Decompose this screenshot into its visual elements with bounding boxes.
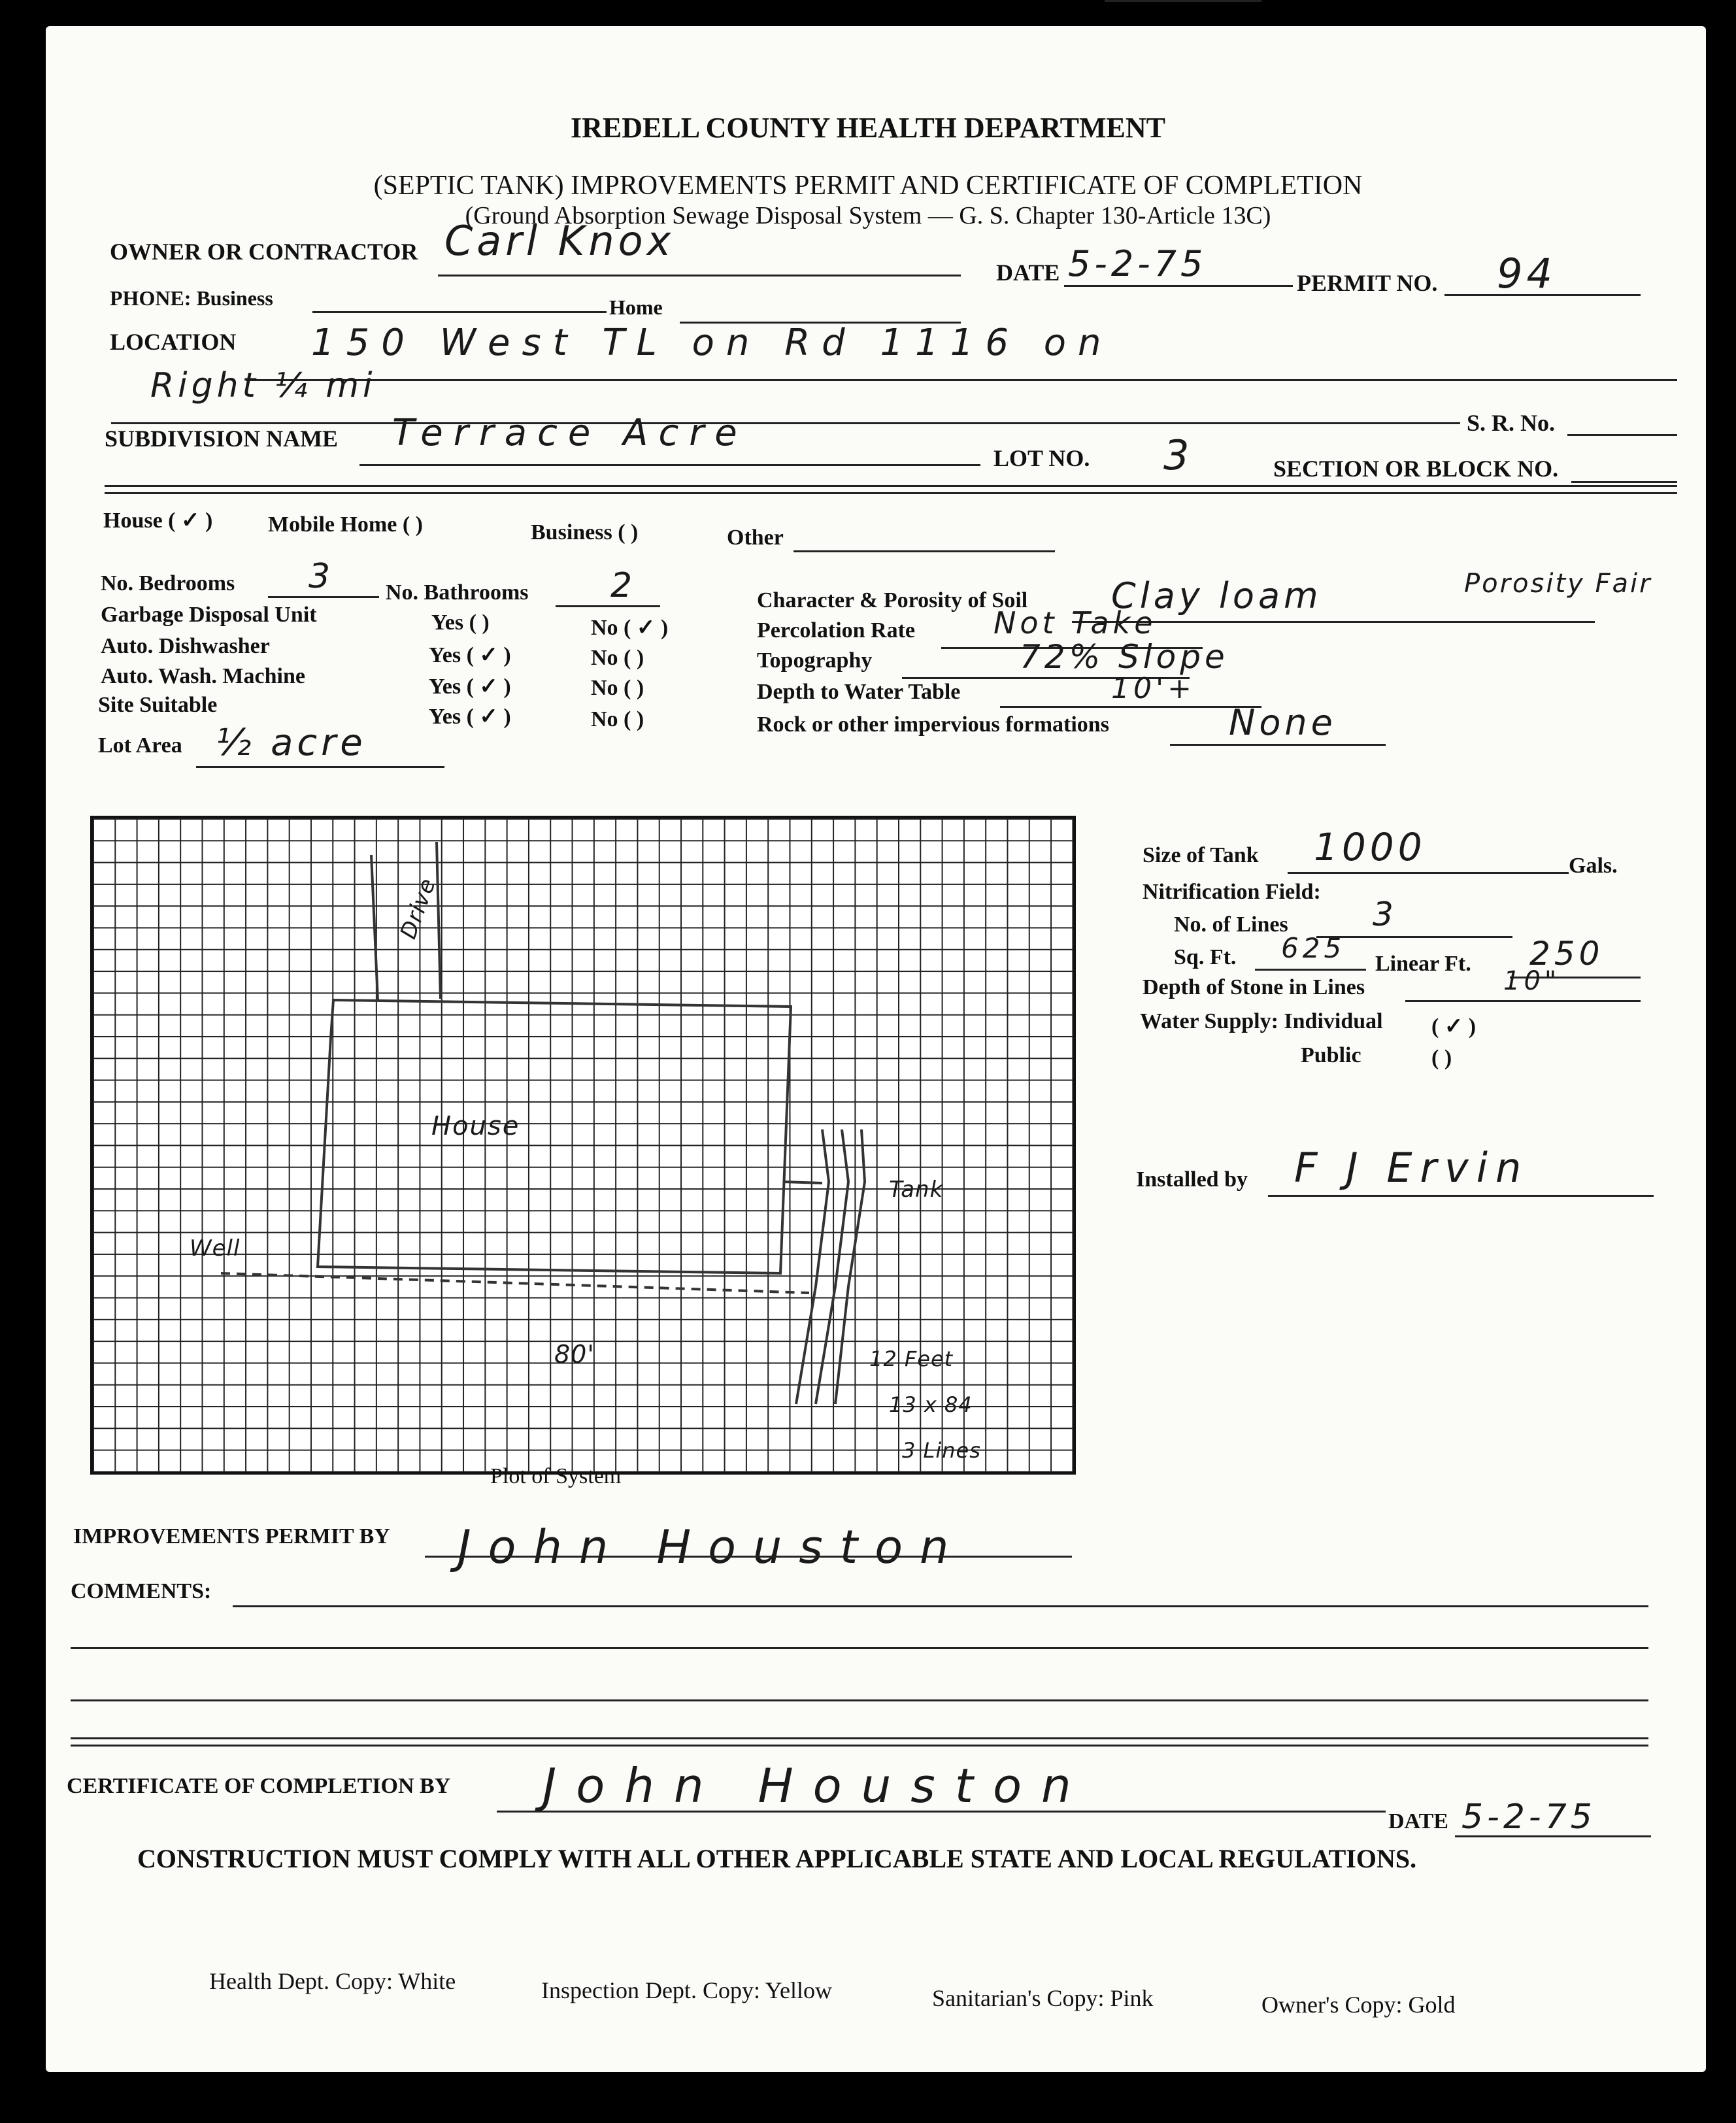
permit-by-signature: John Houston <box>458 1520 966 1574</box>
bathrooms-line <box>556 605 660 607</box>
sr-no-label: S. R. No. <box>1467 410 1556 436</box>
separator-3 <box>71 1737 1648 1747</box>
dishwasher-no: No ( ) <box>591 646 644 670</box>
form-title: (SEPTIC TANK) IMPROVEMENTS PERMIT AND CERTIFICATE OF COMPLETION <box>373 171 1363 201</box>
comments-line-1 <box>233 1605 1648 1607</box>
comments-line-3 <box>71 1699 1648 1701</box>
certificate-date-line <box>1455 1835 1651 1837</box>
plot-well-label: Well <box>190 1235 241 1262</box>
date-value: 5-2-75 <box>1068 243 1207 284</box>
plot-note-3: 3 Lines <box>902 1438 981 1463</box>
bathrooms-label: No. Bathrooms <box>386 580 529 605</box>
owner-label: OWNER OR CONTRACTOR <box>110 239 418 265</box>
water-public-label: Public <box>1301 1043 1361 1067</box>
permit-value: 94 <box>1497 250 1556 297</box>
garbage-disposal-no: No ( ✓ ) <box>591 616 669 640</box>
certificate-line <box>497 1811 1386 1813</box>
installed-by-label: Installed by <box>1136 1167 1248 1192</box>
water-supply-label: Water Supply: Individual <box>1140 1009 1383 1033</box>
sr-no-line <box>1567 434 1677 436</box>
topography-value: 72% Slope <box>1020 638 1229 676</box>
soil-porosity-value: Porosity Fair <box>1464 569 1652 599</box>
lot-area-line <box>196 766 444 768</box>
permit-label: PERMIT NO. <box>1297 270 1438 296</box>
plot-note-2: 13 x 84 <box>889 1392 973 1417</box>
linear-ft-label: Linear Ft. <box>1375 952 1471 976</box>
location-line1: 150 West TL on Rd 1116 on <box>311 322 1113 364</box>
plot-drive-label: Drive <box>395 875 441 943</box>
dishwasher-yes: Yes ( ✓ ) <box>429 643 511 667</box>
certificate-date-label: DATE <box>1388 1809 1448 1833</box>
phone-business-line <box>312 311 607 313</box>
lines-value: 3 <box>1373 895 1397 933</box>
phone-business-label: PHONE: Business <box>110 286 273 310</box>
bathrooms-value: 2 <box>610 566 637 605</box>
lot-area-label: Lot Area <box>98 733 182 758</box>
sqft-line <box>1255 969 1366 971</box>
date-label: DATE <box>996 259 1060 286</box>
department-title: IREDELL COUNTY HEALTH DEPARTMENT <box>571 112 1165 144</box>
installed-by-line <box>1268 1195 1654 1197</box>
installed-by-value: F J Ervin <box>1294 1144 1529 1192</box>
house-checkbox: House ( ✓ ) <box>103 509 213 533</box>
water-table-line <box>1000 706 1261 708</box>
rock-label: Rock or other impervious formations <box>757 712 1109 737</box>
lot-area-value: ½ acre <box>216 722 367 764</box>
subdivision-label: SUBDIVISION NAME <box>105 426 339 452</box>
section-block-label: SECTION OR BLOCK NO. <box>1273 456 1559 482</box>
copy-sanitarian: Sanitarian's Copy: Pink <box>932 1985 1154 2011</box>
plot-house-label: House <box>431 1111 520 1141</box>
soil-character-label: Character & Porosity of Soil <box>757 588 1028 612</box>
lines-line <box>1316 936 1512 938</box>
water-public-check: ( ) <box>1431 1046 1452 1070</box>
lot-line <box>1105 0 1261 2</box>
copy-inspection: Inspection Dept. Copy: Yellow <box>541 1977 832 2003</box>
regulations-notice: CONSTRUCTION MUST COMPLY WITH ALL OTHER APPLICABLE STATE AND LOCAL REGULATIONS. <box>137 1844 1417 1873</box>
separator-1 <box>105 485 1677 494</box>
sqft-value: 625 <box>1281 932 1346 964</box>
lot-label: LOT NO. <box>993 445 1090 471</box>
bedrooms-label: No. Bedrooms <box>101 571 235 595</box>
lot-value: 3 <box>1163 431 1194 479</box>
water-individual-check: ( ✓ ) <box>1431 1014 1477 1039</box>
water-table-value: 10'+ <box>1111 672 1195 705</box>
tank-gals-label: Gals. <box>1569 854 1618 878</box>
nitrification-label: Nitrification Field: <box>1143 880 1321 904</box>
site-suitable-no: No ( ) <box>591 707 644 731</box>
wash-machine-label: Auto. Wash. Machine <box>101 664 305 688</box>
dishwasher-label: Auto. Dishwasher <box>101 634 270 658</box>
garbage-disposal-label: Garbage Disposal Unit <box>101 603 317 627</box>
other-line <box>793 550 1055 552</box>
certificate-signature: John Houston <box>542 1758 1091 1813</box>
stone-depth-label: Depth of Stone in Lines <box>1143 975 1365 999</box>
linear-ft-value: 250 <box>1529 935 1604 973</box>
owner-line <box>438 275 961 276</box>
plot-sketch <box>90 816 1071 1469</box>
garbage-disposal-yes: Yes ( ) <box>431 610 490 635</box>
comments-line-2 <box>71 1647 1648 1649</box>
bedrooms-line <box>268 596 379 598</box>
stone-depth-value: 10" <box>1503 966 1561 996</box>
permit-line <box>1444 294 1641 296</box>
tank-size-line <box>1288 872 1569 874</box>
rock-line <box>1170 744 1386 746</box>
plot-note-1: 12 Feet <box>869 1346 954 1371</box>
form-subtitle: (Ground Absorption Sewage Disposal System — G. S. Chapter 130-Article 13C) <box>465 202 1271 229</box>
sqft-label: Sq. Ft. <box>1174 945 1237 969</box>
site-suitable-label: Site Suitable <box>98 693 218 717</box>
owner-value: Carl Knox <box>444 217 675 265</box>
tank-size-label: Size of Tank <box>1143 843 1259 867</box>
subdivision-value: Terrace Acre <box>392 412 748 454</box>
stone-depth-line <box>1405 1000 1641 1002</box>
certificate-date-value: 5-2-75 <box>1461 1797 1596 1837</box>
plot-caption: Plot of System <box>490 1464 622 1488</box>
bedrooms-value: 3 <box>309 557 335 596</box>
wash-machine-no: No ( ) <box>591 676 644 700</box>
copy-health: Health Dept. Copy: White <box>209 1968 456 1994</box>
site-suitable-yes: Yes ( ✓ ) <box>429 705 511 729</box>
plot-tank-label: Tank <box>889 1177 944 1203</box>
permit-by-label: IMPROVEMENTS PERMIT BY <box>73 1524 390 1548</box>
copy-owner: Owner's Copy: Gold <box>1261 1992 1456 2018</box>
topography-label: Topography <box>757 648 873 673</box>
location-label: LOCATION <box>110 329 237 355</box>
water-table-label: Depth to Water Table <box>757 680 961 704</box>
phone-home-label: Home <box>609 295 663 319</box>
location-line2: Right ¼ mi <box>150 366 376 405</box>
certificate-label: CERTIFICATE OF COMPLETION BY <box>67 1774 451 1798</box>
tank-size-value: 1000 <box>1314 825 1426 869</box>
mobile-home-checkbox: Mobile Home ( ) <box>268 512 423 537</box>
section-block-line <box>1571 481 1677 483</box>
location-line2-rule <box>111 422 1460 424</box>
plot-distance-label: 80' <box>554 1340 595 1369</box>
subdivision-line <box>359 464 980 466</box>
permit-by-line <box>425 1556 1072 1558</box>
location-line1-rule <box>246 379 1677 381</box>
other-label: Other <box>727 526 784 550</box>
comments-label: COMMENTS: <box>71 1579 212 1603</box>
percolation-value: Not Take <box>993 605 1157 641</box>
rock-value: None <box>1229 702 1337 743</box>
soil-character-value: Clay loam <box>1111 575 1322 616</box>
wash-machine-yes: Yes ( ✓ ) <box>429 675 511 699</box>
date-line <box>1064 285 1293 287</box>
business-checkbox: Business ( ) <box>531 520 639 544</box>
percolation-label: Percolation Rate <box>757 618 916 643</box>
lines-label: No. of Lines <box>1174 912 1288 937</box>
